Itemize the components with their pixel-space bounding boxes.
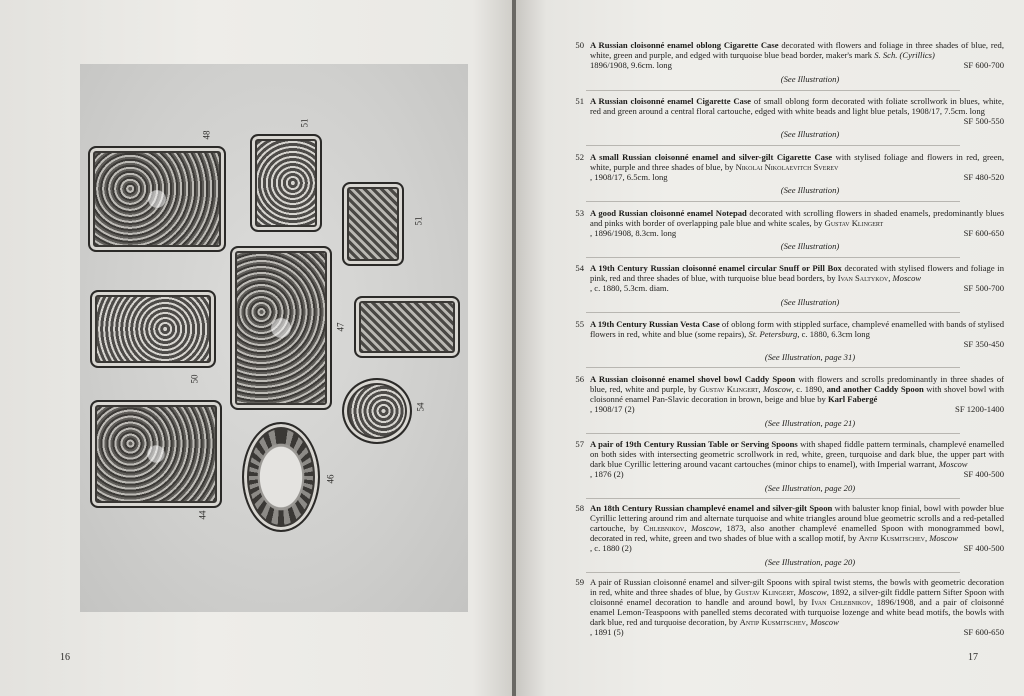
lot-date: , 1891 (5) xyxy=(590,627,624,637)
lot-title: A good Russian cloisonné enamel Notepad xyxy=(590,208,747,218)
lot-text: of oblong form with stippled surface, champlevé enamelled with bands of stylised flowers in red, white and blue (some repairs), xyxy=(590,319,1004,339)
illustration-note: (See Illustration, page 20) xyxy=(764,483,856,493)
lot-text-third: , 1896/1908, and a pair of cloisonné enamel Lemon-Teaspoons with panelled stems decorated with turquoise lozenge and white bead motifs, the bowls with dark blue, red and turquoise decoration, by xyxy=(590,597,1004,627)
lot-estimate: SF 400-500 xyxy=(963,469,1004,479)
illustration-note: (See Illustration) xyxy=(780,129,840,139)
lot-entry-52 xyxy=(564,152,1004,182)
place-name: Moscow xyxy=(798,587,827,597)
lot-date: , 1876 (2) xyxy=(590,469,624,479)
lot-estimate: SF 600-650 xyxy=(963,627,1004,637)
illustration-note: (See Illustration) xyxy=(780,74,840,84)
pill-box-54 xyxy=(342,378,412,444)
lot-number: 57 xyxy=(575,439,584,449)
divider xyxy=(586,433,960,434)
lot-title: A 19th Century Russian cloisonné enamel circular Snuff or Pill Box xyxy=(590,263,842,273)
lot-title: A pair of 19th Century Russian Table or Serving Spoons xyxy=(590,439,798,449)
lot-text: with shaped fiddle pattern terminals, champlevé enamelled on both sides with intersecting geometric scrollwork in red, white, green, turquoise and dark blue, the upper part with dark blue Cyrillic lettering around vacant cartouches (minor chips to enamel), with Imperial warrant, xyxy=(590,439,1004,469)
lot-estimate: SF 350-450 xyxy=(963,339,1004,349)
divider xyxy=(586,145,960,146)
lot-title: A small Russian cloisonné enamel and silver-gilt Cigarette Case xyxy=(590,152,833,162)
lot-estimate: SF 500-700 xyxy=(963,283,1004,293)
maker-name: Nikolai Nikolaevitch Sverev xyxy=(735,162,839,172)
enamel-case-47 xyxy=(230,246,332,410)
lot-estimate: SF 400-500 xyxy=(963,543,1004,553)
enamel-case-44 xyxy=(90,400,222,508)
maker-name: Gustav Klingert xyxy=(734,587,794,597)
lot-description xyxy=(590,439,1004,479)
maker-name: Chlebnikov xyxy=(643,523,685,533)
lot-description xyxy=(590,208,1004,238)
lot-entry-51 xyxy=(564,96,1004,126)
maker-mark: S. Sch. (Cyrillics) xyxy=(874,50,935,60)
lot-title: A Russian cloisonné enamel oblong Cigarette Case xyxy=(590,40,779,50)
lot-text: decorated with scrolling flowers in shaded enamels, predominantly blues and pinks with border of overlapping pale blue and white scales, by xyxy=(590,208,1004,228)
lot-text: of small oblong form decorated with foliate scrollwork in blues, white, red and green around a central floral cartouche, edged with white beads and light blue petals, 1908/17, 7.5cm. long xyxy=(590,96,1004,116)
lot-description xyxy=(590,40,1004,70)
enamel-case-51 xyxy=(250,134,322,232)
divider xyxy=(586,201,960,202)
lot-description xyxy=(590,152,1004,182)
maker-name: Gustav Klingert xyxy=(699,384,759,394)
right-page xyxy=(516,0,1024,696)
place-name: St. Petersburg xyxy=(748,329,798,339)
place-name: Moscow xyxy=(929,533,958,543)
page-number-right: 17 xyxy=(968,652,978,663)
lot-dimensions: , 1908/17, 6.5cm. long xyxy=(590,172,668,182)
lot-number-label: 50 xyxy=(189,374,200,384)
maker-name: Antip Kusmitschev xyxy=(739,617,806,627)
place-name: Moscow xyxy=(938,459,968,469)
lot-entry-54 xyxy=(564,263,1004,293)
maker-name: Ivan Chlebnikov xyxy=(811,597,871,607)
place-name: Moscow xyxy=(892,273,922,283)
page-number-left: 16 xyxy=(60,652,70,663)
enamel-case-48 xyxy=(88,146,226,252)
divider xyxy=(586,90,960,91)
lot-dimensions: , c. 1880, 5.3cm. diam. xyxy=(590,283,669,293)
divider xyxy=(586,498,960,499)
lot-estimate: SF 600-700 xyxy=(963,60,1004,70)
lot-estimate: SF 480-520 xyxy=(963,172,1004,182)
maker-name: Ivan Saltykov xyxy=(837,273,889,283)
lot-number: 52 xyxy=(575,152,584,162)
lot-number-label: 48 xyxy=(201,130,212,140)
lot-text: with stylised foliage and flowers in red, green, white, purple and three shades of blue, by xyxy=(590,152,1004,172)
lot-text: decorated with flowers and foliage in three shades of blue, red, white, green and purple, and edged with turquoise blue bead border, maker's mark xyxy=(590,40,1004,60)
lot-title: A Russian cloisonné enamel shovel bowl Caddy Spoon xyxy=(590,374,796,384)
lot-entry-53 xyxy=(564,208,1004,238)
lot-estimate: SF 500-550 xyxy=(963,116,1004,126)
lot-title-second: and another Caddy Spoon xyxy=(826,384,924,394)
divider xyxy=(586,312,960,313)
lot-dimensions: , 1896/1908, 8.3cm. long xyxy=(590,228,677,238)
place-name: Moscow xyxy=(691,523,720,533)
lot-text-second: , 1873, also another champlevé enamelled Spoon with monogrammed bowl, decorated in red, white, green and two shades of blue with a scallop motif, by xyxy=(590,523,1005,543)
illustration-note: (See Illustration, page 21) xyxy=(764,418,856,428)
lot-number: 58 xyxy=(575,503,584,513)
lot-description: A 19th Century Russian cloisonné enamel circular Snuff or Pill Box decorated with stylised flowers and foliage in pink, red and three shades of blue, with turquoise blue bead borders, by Ivan Saltykov, Moscow , c. 1880, 5.3cm. diam. SF 500-700 xyxy=(590,263,1004,293)
maker-name: Gustav Klingert xyxy=(824,218,884,228)
lot-entry-55 xyxy=(564,319,1004,349)
lot-text-second: with shovel bowl with cloisonné enamel Pan-Slavic decoration in brown, beige and blue by xyxy=(590,384,1005,404)
divider xyxy=(586,572,960,573)
lot-number-label: 46 xyxy=(325,474,336,484)
lot-number-label: 51 xyxy=(413,216,424,226)
lot-title: A Russian cloisonné enamel Cigarette Case xyxy=(590,96,751,106)
vesta-case-55 xyxy=(354,296,460,358)
lot-number-label: 51 xyxy=(299,118,310,128)
illustration-note: (See Illustration) xyxy=(780,297,840,307)
illustration-note: (See Illustration, page 20) xyxy=(764,557,856,567)
illustration-note: (See Illustration) xyxy=(780,185,840,195)
illustration-note: (See Illustration, page 31) xyxy=(764,352,856,362)
lot-dimensions: , c. 1880, 6.3cm long xyxy=(797,329,870,339)
lot-number: 50 xyxy=(575,40,584,50)
lot-text-second: , 1892, a silver-gilt fiddle pattern Sifter Spoon with cloisonné enamel decoration to handle and around bowl, by xyxy=(590,587,1005,607)
lot-description: A Russian cloisonné enamel shovel bowl Caddy Spoon with flowers and scrolls predominantly in three shades of blue, red, white and purple, by Gustav Klingert, Moscow, c. 1890, and another Caddy Spoon with shovel bowl with cloisonné enamel Pan-Slavic decoration in brown, beige and blue by Karl Fabergé , 1908/17 (2) SF 1200-1400 xyxy=(590,374,1005,414)
lot-number: 53 xyxy=(575,208,584,218)
lot-number: 54 xyxy=(575,263,584,273)
lot-description: A pair of Russian cloisonné enamel and silver-gilt Spoons with spiral twist stems, the bowls with geometric decoration in red, white and three shades of blue, by Gustav Klingert, Moscow, 1892, a silver-gilt fiddle pattern Sifter Spoon with cloisonné enamel decoration to handle and around bowl, by Ivan Chlebnikov, 1896/1908, and a pair of cloisonné enamel Lemon-Teaspoons with panelled stems decorated with turquoise lozenge and white bead motifs, the bowls with dark blue, red and turquoise decoration, by Antip Kusmitschev, Moscow , 1891 (5) SF 600-650 xyxy=(590,577,1005,637)
lot-dimensions: 1896/1908, 9.6cm. long xyxy=(590,60,672,70)
enamel-notepad-53 xyxy=(342,182,404,266)
lot-description xyxy=(590,319,1004,349)
illustration-note: (See Illustration) xyxy=(780,241,840,251)
oval-box-46 xyxy=(242,422,320,532)
lot-text: decorated with stylised flowers and foliage in pink, red and three shades of blue, with turquoise blue bead borders, by xyxy=(590,263,1004,283)
lot-text: with baluster knop finial, bowl with powder blue Cyrillic lettering around rim and alternate turquoise and white triangles around blue geometric scrolls and a red-petalled cartouche, by xyxy=(590,503,1004,533)
maker-name: Antip Kusmitschev xyxy=(858,533,925,543)
lot-entry-58 xyxy=(564,503,1004,553)
lot-number-label: 44 xyxy=(197,510,208,520)
divider xyxy=(586,257,960,258)
catalogue-photograph xyxy=(80,64,468,612)
lot-title: A 19th Century Russian Vesta Case xyxy=(590,319,720,329)
lot-estimate: SF 1200-1400 xyxy=(955,404,1004,414)
place-name: Moscow xyxy=(762,384,792,394)
divider xyxy=(586,367,960,368)
lot-date: , c. 1880 (2) xyxy=(590,543,632,553)
lot-number-label: 54 xyxy=(415,402,426,412)
lot-entry-56 xyxy=(564,374,1004,416)
lot-entry-59 xyxy=(564,577,1004,639)
lot-date: , 1908/17 (2) xyxy=(590,404,635,414)
lot-date: , c. 1890, xyxy=(791,384,827,394)
lot-text: A pair of Russian cloisonné enamel and silver-gilt Spoons with spiral twist stems, the bowls with geometric decoration in red, white and three shades of blue, by xyxy=(590,577,1004,597)
lot-entry-50 xyxy=(564,40,1004,70)
lot-estimate: SF 600-650 xyxy=(963,228,1004,238)
place-name: Moscow xyxy=(810,617,839,627)
maker-name: Karl Fabergé xyxy=(827,394,878,404)
lot-number: 51 xyxy=(575,96,584,106)
lot-number: 55 xyxy=(575,319,584,329)
lot-number-label: 47 xyxy=(335,322,346,332)
lot-description xyxy=(590,96,1004,126)
lot-number: 56 xyxy=(575,374,584,384)
enamel-case-50 xyxy=(90,290,216,368)
lot-text: with flowers and scrolls predominantly in three shades of blue, red, white and purple, by xyxy=(590,374,1004,394)
lot-description: An 18th Century Russian champlevé enamel and silver-gilt Spoon with baluster knop finial, bowl with powder blue Cyrillic lettering around rim and alternate turquoise and white triangles around blue geometric scrolls and a red-petalled cartouche, by Chlebnikov, Moscow, 1873, also another champlevé enamelled Spoon with monogrammed bowl, decorated in red, white, green and two shades of blue with a scallop motif, by Antip Kusmitschev, Moscow , c. 1880 (2) SF 400-500 xyxy=(590,503,1005,553)
lot-title: An 18th Century Russian champlevé enamel and silver-gilt Spoon xyxy=(590,503,833,513)
lot-entry-57 xyxy=(564,439,1004,479)
lot-number: 59 xyxy=(575,577,584,587)
